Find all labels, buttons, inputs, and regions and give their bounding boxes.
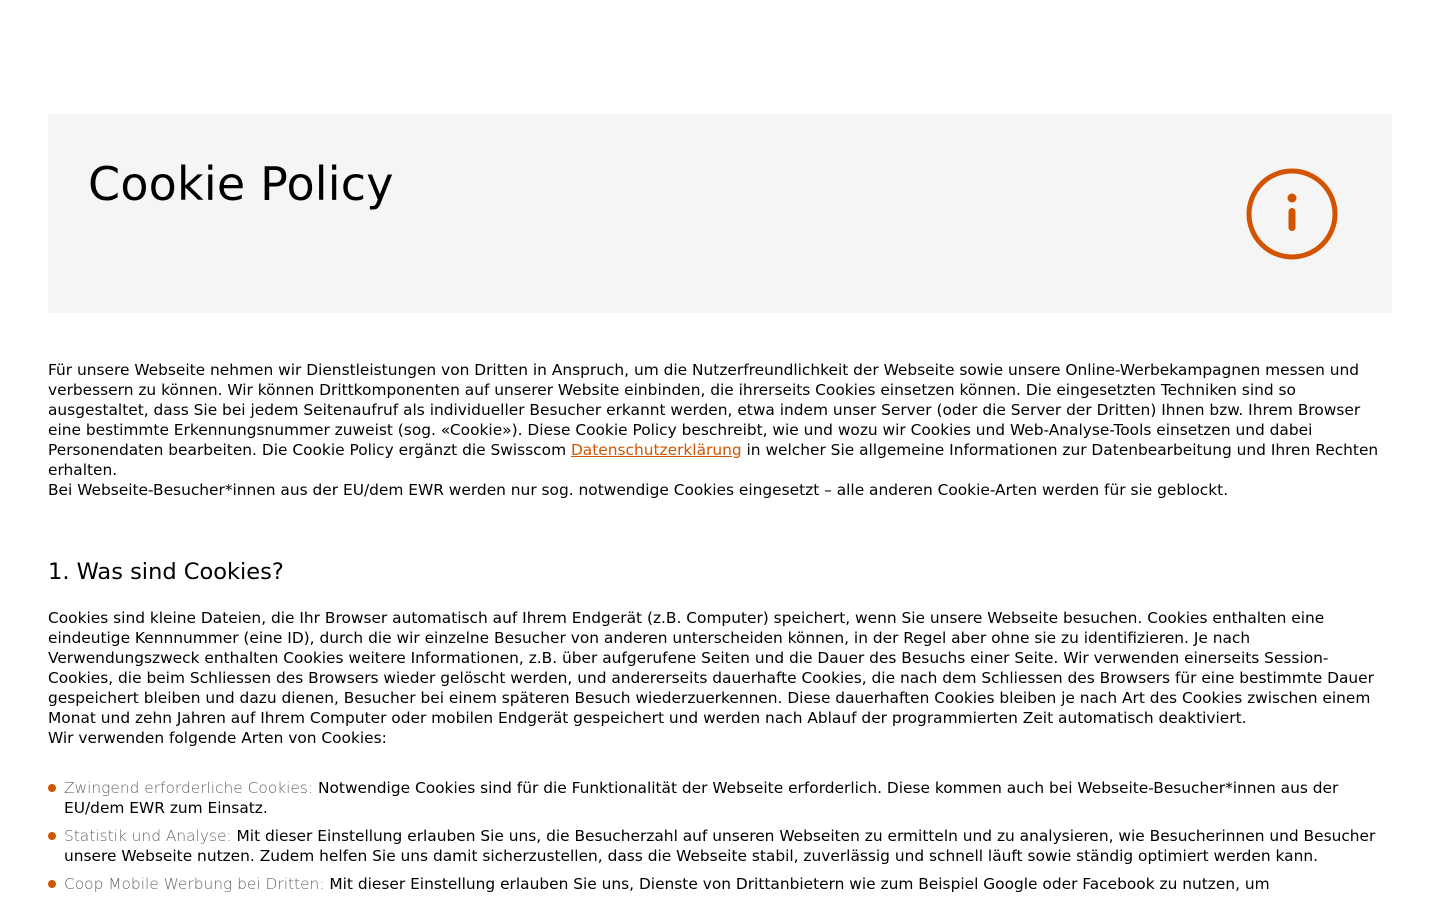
cookie-type-text: Mit dieser Einstellung erlauben Sie uns, die Besucherzahl auf unseren Webseiten zu ermitteln und zu analysieren, wie Besucherinnen und Besucher unsere Webseite nutzen. Zudem helfen Sie uns damit sicherzustellen, dass die Webseite stabil, zuverlässig und schnell läuft sowie ständig optimiert werden kann. bbox=[64, 827, 1376, 865]
list-item bbox=[48, 778, 1392, 818]
cookies-description: Cookies sind kleine Dateien, die Ihr Browser automatisch auf Ihrem Endgerät (z.B. Computer) speichert, wenn Sie unsere Webseite besuchen. Cookies enthalten eine eindeutige Kennnummer (eine ID), durch die wir einzelne Besucher von anderen unterscheiden können, in der Regel aber ohne sie zu identifizieren. Je nach Verwendungszweck enthalten Cookies weitere Informationen, z.B. über aufgerufene Seiten und die Dauer des Besuchs einer Seite. Wir verwenden einerseits Session-Cookies, die beim Schliessen des Browsers wieder gelöscht werden, und andererseits dauerhafte Cookies, die nach dem Schliessen des Browsers für eine bestimmte Dauer gespeichert bleiben und dazu dienen, Besucher bei einem späteren Besuch wiederzuerkennen. Diese dauerhaften Cookies bleiben je nach Art des Cookies zwischen einem Monat und zehn Jahren auf Ihrem Computer oder mobilen Endgerät gespeichert und werden nach Ablauf der programmierten Zeit automatisch deaktiviert. bbox=[48, 609, 1374, 727]
info-circle-icon bbox=[1245, 167, 1339, 261]
page-title: Cookie Policy bbox=[88, 157, 394, 211]
intro-text-after-link: in welcher Sie allgemeine Informationen zur Datenbearbeitung und Ihren Rechten erhalten. bbox=[48, 441, 1379, 479]
intro-paragraph bbox=[48, 360, 1392, 480]
cookie-types-intro: Wir verwenden folgende Arten von Cookies: bbox=[48, 729, 387, 747]
cookie-type-label: Statistik und Analyse: bbox=[64, 827, 232, 845]
cookie-type-label: Zwingend erforderliche Cookies: bbox=[64, 779, 314, 797]
eu-notice: Bei Webseite-Besucher*innen aus der EU/dem EWR werden nur sog. notwendige Cookies eingesetzt – alle anderen Cookie-Arten werden für sie geblockt. bbox=[48, 481, 1229, 499]
cookie-type-text: Notwendige Cookies sind für die Funktionalität der Webseite erforderlich. Diese kommen auch bei Webseite-Besucher*innen aus der EU/dem EWR zum Einsatz. bbox=[64, 779, 1339, 817]
list-item bbox=[48, 826, 1392, 866]
cookie-types-list bbox=[48, 778, 1392, 894]
cookie-type-label: Coop Mobile Werbung bei Dritten: bbox=[64, 875, 325, 893]
cookie-type-text: Mit dieser Einstellung erlauben Sie uns, Dienste von Drittanbietern wie zum Beispiel Google oder Facebook zu nutzen, um bbox=[324, 875, 1270, 893]
privacy-policy-link[interactable]: Datenschutzerklärung bbox=[570, 441, 742, 459]
intro-text: Für unsere Webseite nehmen wir Dienstleistungen von Dritten in Anspruch, um die Nutzerfreundlichkeit der Webseite sowie unsere Online-Werbekampagnen messen und verbessern zu können. Wir können Drittkomponenten auf unserer Website einbinden, die ihrerseits Cookies einsetzen können. Die eingesetzten Techniken sind so ausgestaltet, dass Sie bei jedem Seitenaufruf als individueller Besucher erkannt werden, etwa indem unser Server (oder die Server der Dritten) Ihnen bzw. Ihrem Browser eine bestimmte Erkennungsnummer zuweist (sog. «Cookie»). Diese Cookie Policy beschreibt, wie und wozu wir Cookies und Web-Analyse-Tools einsetzen und dabei Personendaten bearbeiten. Die Cookie Policy ergänzt die Swisscom bbox=[48, 361, 1361, 459]
list-item bbox=[48, 874, 1392, 894]
policy-content bbox=[48, 360, 1392, 902]
cookie-policy-hero bbox=[48, 114, 1392, 313]
section-heading-cookies: 1. Was sind Cookies? bbox=[48, 559, 284, 585]
